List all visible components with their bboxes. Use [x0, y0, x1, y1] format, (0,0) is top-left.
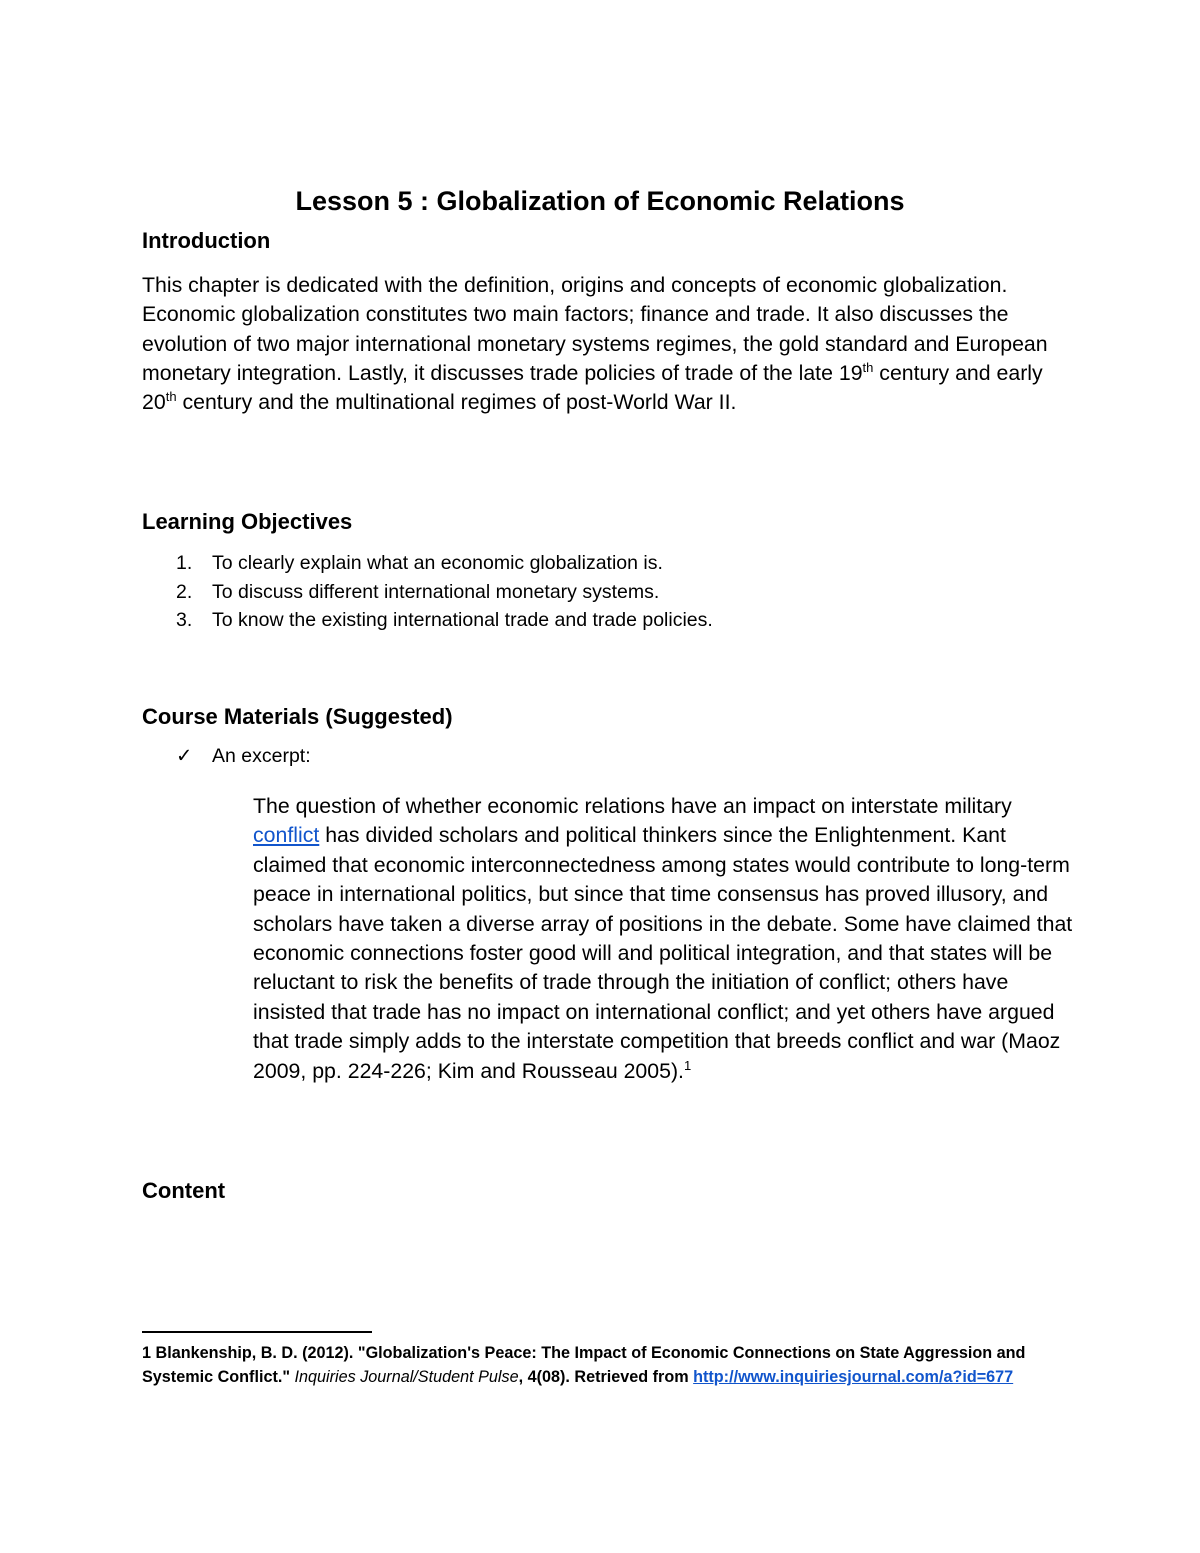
excerpt-text-a: The question of whether economic relations have an impact on interstate military: [253, 794, 1012, 818]
excerpt-quote: [253, 792, 1073, 1086]
objective-text: To know the existing international trade and trade policies.: [212, 609, 713, 631]
objectives-list: [142, 549, 713, 635]
objective-item: [142, 578, 713, 607]
excerpt-text-b: has divided scholars and political thinkers since the Enlightenment. Kant claimed that economic interconnectedness among states would contribute to long-term peace in international politics, but since that time consensus has proved illusory, and scholars have taken a diverse array of positions in the debate. Some have claimed that economic connections foster good will and political integration, and that states will be reluctant to risk the benefits of trade through the initiation of conflict; others have insisted that trade has no impact on international conflict; and yet others have argued that trade simply adds to the interstate competition that breeds conflict and war (Maoz 2009, pp. 224-226; Kim and Rousseau 2005).: [253, 823, 1073, 1083]
intro-superscript-1: th: [862, 359, 874, 375]
intro-text-a: This chapter is dedicated with the definition, origins and concepts of economic globalization. Economic globalization constitutes two main factors; finance and trade. It also discusses the evolution of two major international monetary systems regimes, the gold standard and European monetary integration. Lastly, it discusses trade policies of trade of the late 19: [142, 273, 1048, 385]
objective-number: 2.: [176, 580, 193, 603]
materials-item-label: An excerpt:: [212, 745, 311, 767]
objective-number: 1.: [176, 552, 193, 574]
checkmark-icon: ✓: [176, 745, 193, 767]
footnote-text-a: 1 Blankenship, B. D. (2012). "Globalization's Peace: The Impact of Economic Connections on State Aggression and Systemic Conflict.": [142, 1344, 1026, 1386]
learning-objectives-heading: Learning Objectives: [142, 509, 353, 534]
objective-item: [142, 549, 713, 578]
intro-superscript-2: th: [165, 389, 177, 405]
footnote-url-link[interactable]: http://www.inquiriesjournal.com/a?id=677: [693, 1368, 1014, 1386]
materials-list-item: [176, 744, 311, 768]
footnote: [142, 1341, 1062, 1389]
footnote-reference[interactable]: 1: [683, 1057, 692, 1073]
content-heading: Content: [142, 1178, 226, 1203]
introduction-paragraph: [142, 271, 1062, 417]
footnote-journal: Inquiries Journal/Student Pulse: [294, 1368, 519, 1386]
intro-text-b: century and early 20: [142, 360, 1043, 415]
objective-number: 3.: [176, 609, 193, 631]
footnote-volume: , 4: [518, 1368, 537, 1386]
objective-text: To discuss different international monetary systems.: [212, 580, 660, 603]
objective-text: To clearly explain what an economic globalization is.: [212, 552, 663, 574]
conflict-link[interactable]: conflict: [253, 823, 320, 848]
course-materials-heading: Course Materials (Suggested): [142, 704, 453, 729]
page-title: Lesson 5 : Globalization of Economic Relations: [295, 186, 905, 216]
intro-text-c: century and the multinational regimes of post-World War II.: [176, 390, 737, 415]
introduction-heading: Introduction: [142, 228, 271, 253]
objective-item: [142, 606, 713, 635]
footnote-divider: [142, 1331, 372, 1333]
footnote-text-b: (08). Retrieved from: [536, 1368, 694, 1386]
